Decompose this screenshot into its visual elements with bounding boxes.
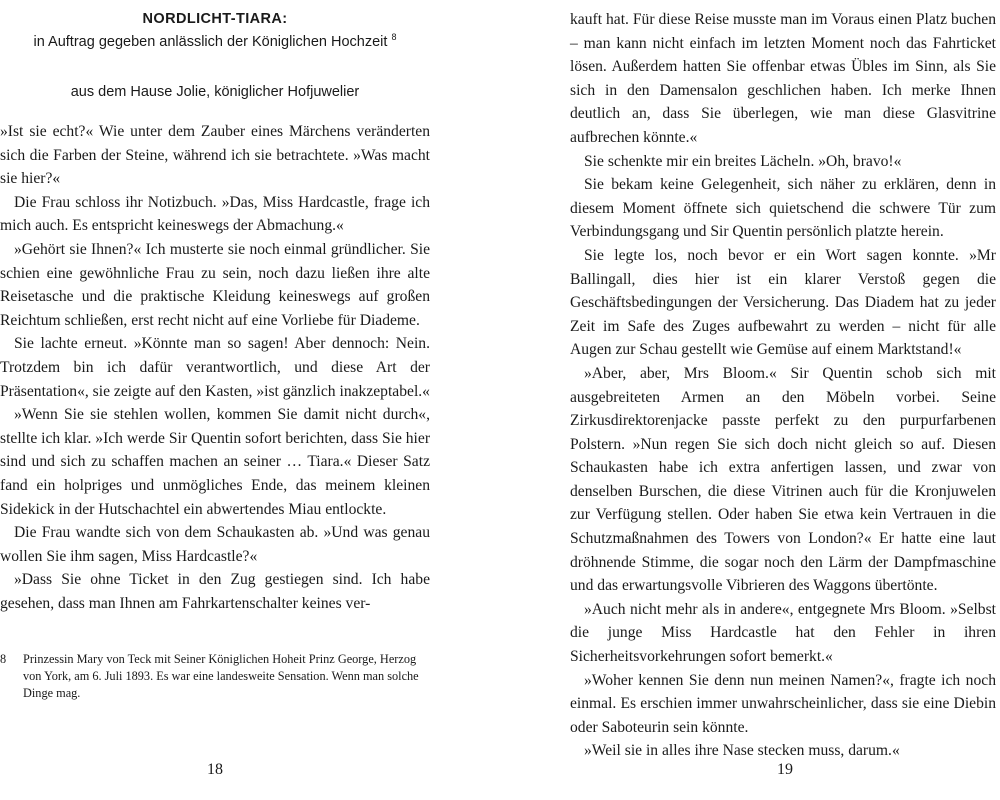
heading-title: NORDLICHT-TIARA:: [142, 11, 288, 27]
right-body-text: [570, 8, 996, 763]
heading-subtitle: [0, 31, 430, 54]
paragraph: »Dass Sie ohne Ticket in den Zug gestiegen sind. Ich habe gesehen, dass man Ihnen am Fahrkartenschalter keines ver-: [0, 571, 430, 612]
paragraph: »Woher kennen Sie denn nun meinen Namen?«, fragte ich noch einmal. Es erschien immer unwahrscheinlicher, dass sie eine Diebin oder Saboteurin sein könnte.: [570, 671, 996, 736]
paragraph: »Ist sie echt?« Wie unter dem Zauber eines Märchens veränderten sich die Farben der Steine, während ich sie betrachtete. »Was macht sie hier?«: [0, 123, 430, 188]
paragraph: »Gehört sie Ihnen?« Ich musterte sie noch einmal gründlicher. Sie schien eine gewöhnliche Frau zu sein, noch dazu ließen ihre alte Reisetasche und die praktische Kleidung keineswegs auf großen Reichtum schließen, erst recht nicht auf eine Vorliebe für Diademe.: [0, 240, 430, 329]
footnote-reference: 8: [391, 32, 397, 43]
left-body-text: [0, 120, 430, 615]
paragraph: »Weil sie in alles ihre Nase stecken muss, darum.«: [584, 742, 900, 760]
heading-subtitle-text: in Auftrag gegeben anlässlich der Königlichen Hochzeit: [33, 34, 388, 50]
paragraph: Die Frau wandte sich von dem Schaukasten ab. »Und was genau wollen Sie ihm sagen, Miss Hardcastle?«: [0, 524, 430, 565]
paragraph: Sie legte los, noch bevor er ein Wort sagen konnte. »Mr Ballingall, dies hier ist ein klarer Verstoß gegen die Geschäftsbedingungen der Versicherung. Das Diadem hat zu jeder Zeit im Safe des Zuges aufbewahrt zu werden – nicht für alle Augen zur Schau gestellt wie Gemüse auf einem Marktstand!«: [570, 246, 996, 359]
page-number-right: 19: [777, 761, 793, 778]
footnote-text: Prinzessin Mary von Teck mit Seiner Königlichen Hoheit Prinz George, Herzog von York, am 6. Juli 1893. Es war eine landesweite Sensation. Wenn man solche Dinge mag.: [23, 652, 419, 700]
paragraph: kauft hat. Für diese Reise musste man im Voraus einen Platz buchen – man kann nicht einfach im letzten Moment noch das Fahrticket lösen. Außerdem hatten Sie offenbar etwas Übles im Sinn, als Sie sich in den Damensalon geschlichen haben. Ich merke Ihnen deutlich an, dass Sie überlegen, wie man diese Glasvitrine aufbrechen könnte.«: [570, 11, 996, 146]
paragraph: Sie bekam keine Gelegenheit, sich näher zu erklären, denn in diesem Moment öffnete sich quietschend die schwere Tür zum Verbindungsgang und Sir Quentin persönlich platzte herein.: [570, 176, 996, 241]
footnote-number: 8: [0, 652, 7, 666]
heading-maker: aus dem Hause Jolie, königlicher Hofjuwelier: [70, 84, 360, 100]
paragraph: Die Frau schloss ihr Notizbuch. »Das, Miss Hardcastle, frage ich mich auch. Es entspricht keineswegs der Abmachung.«: [0, 193, 430, 235]
paragraph: Sie lachte erneut. »Könnte man so sagen! Aber dennoch: Nein. Trotzdem bin ich dafür verantwortlich, und diese Art der Präsentation«, sie zeigte auf den Kasten, »ist gänzlich inakzeptabel.«: [0, 335, 430, 400]
exhibit-heading: [0, 8, 430, 104]
footnote: [0, 651, 430, 701]
paragraph: »Wenn Sie sie stehlen wollen, kommen Sie damit nicht durch«, stellte ich klar. »Ich werde Sir Quentin sofort berichten, dass Sie hier sind und sich zu schaffen machen an seiner … Tiara.« Dieser Satz fand ein holpriges und unmögliches Ende, das meinem kleinen Sidekick in der Hutschachtel ein abwertendes Miau entlockte.: [0, 406, 431, 518]
paragraph: Sie schenkte mir ein breites Lächeln. »Oh, bravo!«: [584, 152, 902, 170]
paragraph: »Aber, aber, Mrs Bloom.« Sir Quentin schob sich mit ausgebreiteten Armen an den Möbeln vorbei. Seine Zirkusdirektorenjacke passte perfekt zu den purpurfarbenen Polstern. »Nun regen Sie sich doch nicht gleich so auf. Diesen Schaukasten habe ich extra anfertigen lassen, und zwar von denselben Burschen, die diese Vitrinen auch für die Kronjuwelen zur Verfügung stellen. Oder haben Sie etwa kein Vertrauen in die Schutzmaßnahmen des Towers von London?« Er hatte eine laut dröhnende Stimme, die sogar noch den Lärm der Dampfmaschine und das erwartungsvolle Vibrieren des Waggons übertönte.: [570, 364, 996, 595]
page-number-left: 18: [207, 761, 223, 778]
paragraph: »Auch nicht mehr als in andere«, entgegnete Mrs Bloom. »Selbst die junge Miss Hardcastle hat den Fehler in ihren Sicherheitsvorkehrungen sofort bemerkt.«: [570, 600, 996, 666]
